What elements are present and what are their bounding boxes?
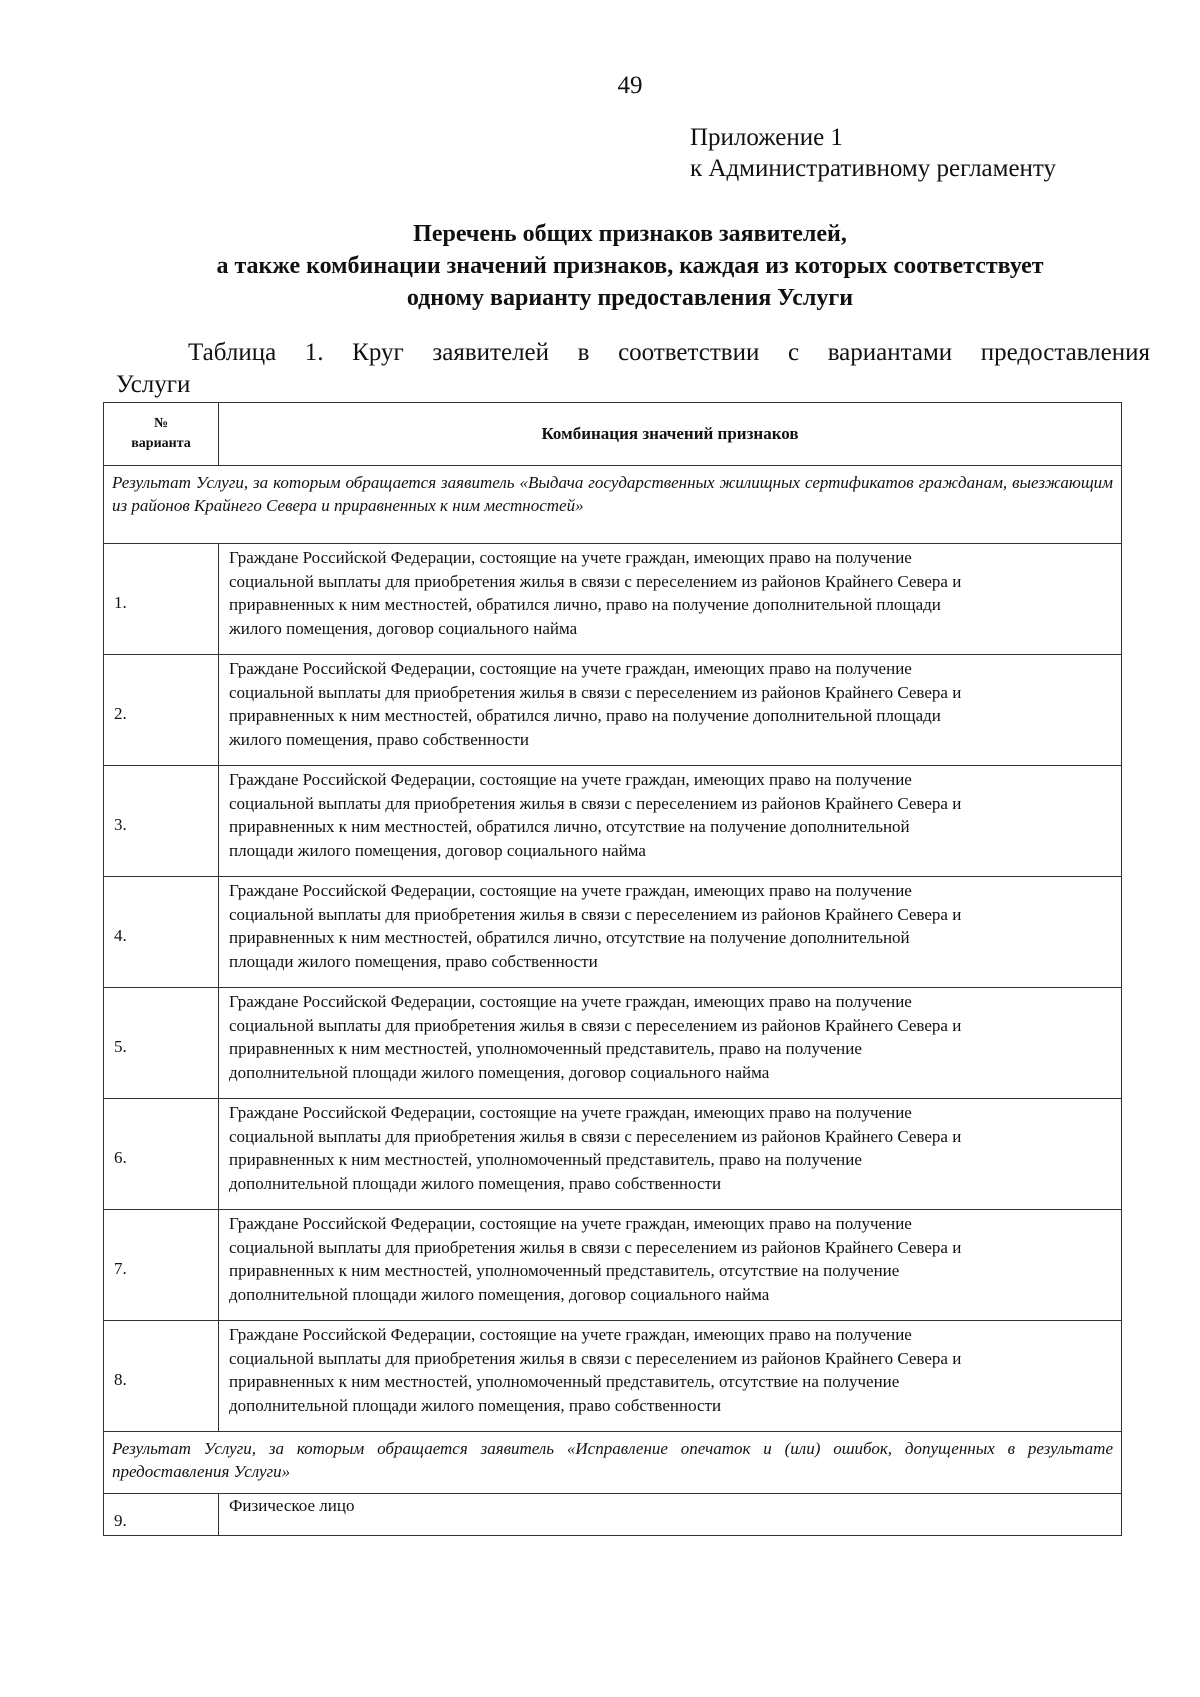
table-row: [104, 544, 1122, 655]
combination-line: приравненных к ним местностей, обратился лично, право на получение дополнительной площади: [229, 706, 941, 725]
combination-line: Граждане Российской Федерации, состоящие на учете граждан, имеющих право на получение: [229, 1325, 912, 1344]
combination-line: социальной выплаты для приобретения жилья в связи с переселением из районов Крайнего Севера и: [229, 1015, 962, 1035]
combination-line: Граждане Российской Федерации, состоящие на учете граждан, имеющих право на получение: [229, 881, 912, 900]
combination-line: социальной выплаты для приобретения жилья в связи с переселением из районов Крайнего Севера и: [229, 793, 962, 813]
table-row: [104, 1494, 1122, 1536]
variants-table: [103, 402, 1122, 1536]
table-row: [104, 655, 1122, 766]
combination-line: дополнительной площади жилого помещения, договор социального найма: [229, 1062, 770, 1082]
combination-line: приравненных к ним местностей, обратился лично, отсутствие на получение дополнительной: [229, 928, 910, 947]
combination-line: социальной выплаты для приобретения жилья в связи с переселением из районов Крайнего Севера и: [229, 571, 962, 591]
table-row: [104, 1099, 1122, 1210]
variant-combination: [219, 544, 1122, 655]
combination-line: Граждане Российской Федерации, состоящие на учете граждан, имеющих право на получение: [229, 992, 912, 1011]
combination-line: дополнительной площади жилого помещения, договор социального найма: [229, 1284, 770, 1304]
combination-line: социальной выплаты для приобретения жилья в связи с переселением из районов Крайнего Севера и: [229, 1126, 962, 1146]
header-variant-number: [104, 403, 219, 466]
variant-combination: [219, 655, 1122, 766]
header-combination: Комбинация значений признаков: [219, 403, 1122, 466]
variant-number: 6.: [104, 1099, 219, 1210]
title-line-3: одному варианту предоставления Услуги: [406, 285, 854, 311]
section-row: [104, 1432, 1122, 1494]
combination-line: дополнительной площади жилого помещения, право собственности: [229, 1173, 722, 1193]
variant-combination: Физическое лицо: [219, 1494, 1122, 1536]
variant-number: 5.: [104, 988, 219, 1099]
table-caption-continuation: Услуги: [116, 371, 191, 398]
combination-line: Граждане Российской Федерации, состоящие на учете граждан, имеющих право на получение: [229, 659, 912, 678]
variant-number: 3.: [104, 766, 219, 877]
variant-number: 2.: [104, 655, 219, 766]
variant-number: 8.: [104, 1321, 219, 1432]
variant-combination: [219, 1099, 1122, 1210]
combination-line: приравненных к ним местностей, уполномоченный представитель, право на получение: [229, 1150, 862, 1169]
appendix-line-2: к Административному регламенту: [690, 155, 1057, 182]
combination-line: приравненных к ним местностей, уполномоченный представитель, отсутствие на получение: [229, 1261, 900, 1280]
table-row: [104, 1321, 1122, 1432]
table-caption: Таблица 1. Круг заявителей в соответствии с вариантами предоставления: [188, 339, 1150, 366]
section-result-1: Результат Услуги, за которым обращается заявитель «Выдача государственных жилищных сертификатов гражданам, выезжающим из районов Крайнего Севера и приравненных к ним местностей»: [104, 466, 1122, 544]
combination-line: Граждане Российской Федерации, состоящие на учете граждан, имеющих право на получение: [229, 770, 912, 789]
combination-line: приравненных к ним местностей, обратился лично, отсутствие на получение дополнительной: [229, 817, 910, 836]
variant-combination: [219, 1210, 1122, 1321]
combination-line: социальной выплаты для приобретения жилья в связи с переселением из районов Крайнего Севера и: [229, 1348, 962, 1368]
variant-combination: [219, 988, 1122, 1099]
variant-number: 4.: [104, 877, 219, 988]
variant-number: 9.: [104, 1494, 219, 1536]
variant-number: 1.: [104, 544, 219, 655]
combination-line: приравненных к ним местностей, уполномоченный представитель, отсутствие на получение: [229, 1372, 900, 1391]
combination-line: жилого помещения, право собственности: [229, 729, 529, 749]
variant-combination: [219, 877, 1122, 988]
appendix-line-1: Приложение 1: [690, 124, 843, 151]
combination-line: Граждане Российской Федерации, состоящие на учете граждан, имеющих право на получение: [229, 548, 912, 567]
combination-line: социальной выплаты для приобретения жилья в связи с переселением из районов Крайнего Севера и: [229, 1237, 962, 1257]
combination-line: площади жилого помещения, право собственности: [229, 951, 598, 971]
combination-line: приравненных к ним местностей, уполномоченный представитель, право на получение: [229, 1039, 862, 1058]
table-header-row: [104, 403, 1122, 466]
section-result-2: Результат Услуги, за которым обращается заявитель «Исправление опечаток и (или) ошибок, допущенных в результате предоставления Услуги»: [104, 1432, 1122, 1494]
section-row: [104, 466, 1122, 544]
combination-line: социальной выплаты для приобретения жилья в связи с переселением из районов Крайнего Севера и: [229, 904, 962, 924]
table-row: [104, 877, 1122, 988]
combination-line: Граждане Российской Федерации, состоящие на учете граждан, имеющих право на получение: [229, 1103, 912, 1122]
table-row: [104, 1210, 1122, 1321]
combination-line: жилого помещения, договор социального найма: [229, 618, 578, 638]
variant-number: 7.: [104, 1210, 219, 1321]
header-num-label: варианта: [131, 436, 191, 451]
header-num-sign: №: [153, 416, 169, 431]
variant-combination: [219, 1321, 1122, 1432]
title-line-1: Перечень общих признаков заявителей,: [413, 221, 847, 247]
variant-combination: [219, 766, 1122, 877]
page-number: 49: [617, 72, 643, 99]
table-row: [104, 766, 1122, 877]
combination-line: социальной выплаты для приобретения жилья в связи с переселением из районов Крайнего Севера и: [229, 682, 962, 702]
appendix-note: [690, 122, 1056, 184]
variant-rows: [104, 544, 1122, 1432]
combination-line: дополнительной площади жилого помещения, право собственности: [229, 1395, 722, 1415]
document-title: [100, 218, 1160, 314]
combination-line: площади жилого помещения, договор социального найма: [229, 840, 646, 860]
table-row: [104, 988, 1122, 1099]
title-line-2: а также комбинации значений признаков, каждая из которых соответствует: [216, 253, 1044, 279]
combination-line: приравненных к ним местностей, обратился лично, право на получение дополнительной площади: [229, 595, 941, 614]
combination-line: Граждане Российской Федерации, состоящие на учете граждан, имеющих право на получение: [229, 1214, 912, 1233]
